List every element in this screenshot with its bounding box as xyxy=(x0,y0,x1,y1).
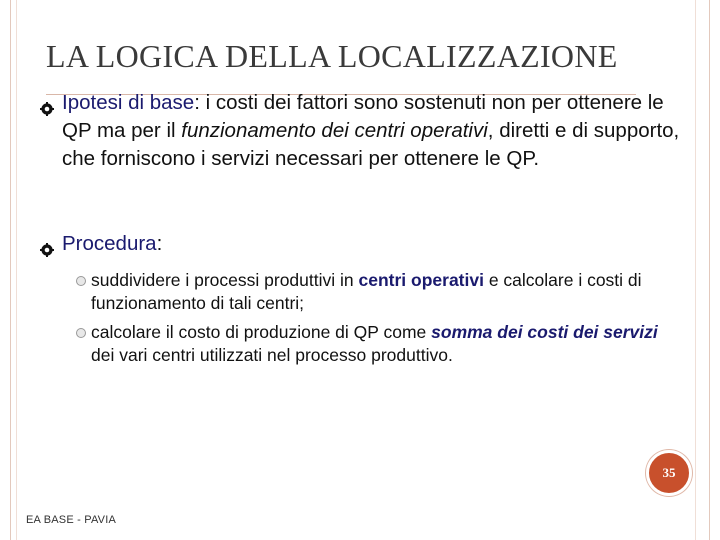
bullet-procedura xyxy=(40,230,680,258)
bullet-ipotesi-di-base xyxy=(40,89,680,173)
bullet-dot-icon xyxy=(76,276,86,286)
bullet-italic-text: funzionamento dei centri operativi xyxy=(181,119,488,142)
bullet-text-part: : xyxy=(156,232,163,255)
bullet-text-part: : i costi dei fattori sono sostenuti non per ottenere le QP ma per il xyxy=(62,91,664,142)
gear-icon xyxy=(40,237,54,265)
bullet-text xyxy=(62,230,680,258)
subbullet-text-part: e calcolare i costi di funzionamento di tali centri; xyxy=(91,270,642,313)
bullet-dot-icon xyxy=(76,328,86,338)
bullet-lead: Ipotesi di base xyxy=(62,91,195,114)
subbullet-text-part: suddividere i processi produttivi in xyxy=(91,270,359,290)
subbullet-somma-costi xyxy=(76,321,680,367)
subbullet-centri-operativi xyxy=(76,269,680,315)
subbullet-text xyxy=(91,269,680,315)
gear-icon xyxy=(40,96,54,124)
bullet-lead: Procedura xyxy=(62,232,157,255)
subbullet-text-part: calcolare il costo di produzione di QP come xyxy=(91,322,432,342)
subbullet-highlight: somma dei costi dei servizi xyxy=(431,322,658,342)
subbullet-highlight: centri operativi xyxy=(358,270,484,290)
bullet-text-part: , diretti e di supporto, che forniscono i servizi necessari per ottenere le QP. xyxy=(62,119,680,170)
footer-text: EA BASE - PAVIA xyxy=(26,514,117,526)
bullet-text xyxy=(62,89,680,173)
subbullet-text xyxy=(91,321,680,367)
subbullet-text-part: dei vari centri utilizzati nel processo produttivo. xyxy=(91,345,453,365)
slide-title: LA LOGICA DELLA LOCALIZZAZIONE xyxy=(46,38,618,74)
page-number-badge: 35 xyxy=(646,450,692,496)
